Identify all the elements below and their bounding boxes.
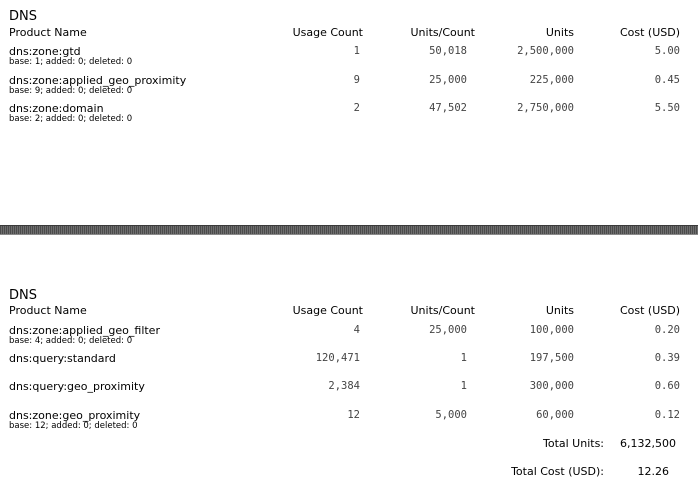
- header-product-name: Product Name: [9, 26, 87, 39]
- header-units-per-count: Units/Count: [410, 26, 475, 39]
- header-usage-count: Usage Count: [292, 304, 363, 317]
- header-product-name: Product Name: [9, 304, 87, 317]
- units: 2,500,000: [517, 45, 574, 57]
- page-break-divider: [0, 225, 698, 235]
- product-detail: base: 2; added: 0; deleted: 0: [9, 114, 133, 124]
- header-units-per-count: Units/Count: [410, 304, 475, 317]
- product-name: dns:query:standard: [9, 352, 116, 365]
- units-per-count: 25,000: [429, 324, 467, 336]
- total-units-label: Total Units:: [542, 437, 604, 450]
- table-row: [0, 409, 698, 435]
- header-units: Units: [545, 304, 574, 317]
- usage-count: 2,384: [328, 380, 360, 392]
- cost: 5.00: [654, 45, 680, 57]
- product-name: dns:zone:applied_geo_filter: [9, 324, 160, 337]
- product-detail: base: 1; added: 0; deleted: 0: [9, 57, 133, 67]
- total-cost-value: 12.26: [637, 465, 669, 478]
- table-row: [0, 324, 698, 350]
- product-name: dns:zone:gtd: [9, 45, 81, 58]
- product-name: dns:zone:applied_geo_proximity: [9, 74, 187, 87]
- units: 100,000: [529, 324, 574, 336]
- units-per-count: 1: [460, 352, 467, 364]
- cost: 0.60: [654, 380, 680, 392]
- units-per-count: 5,000: [435, 409, 467, 421]
- product-name: dns:query:geo_proximity: [9, 380, 145, 393]
- product-name: dns:zone:geo_proximity: [9, 409, 141, 422]
- product-detail: base: 4; added: 0; deleted: 0: [9, 336, 133, 346]
- usage-count: 9: [353, 74, 360, 86]
- units: 300,000: [529, 380, 574, 392]
- header-cost: Cost (USD): [619, 26, 680, 39]
- header-units: Units: [545, 26, 574, 39]
- product-detail: base: 9; added: 0; deleted: 0: [9, 86, 133, 96]
- section-title: DNS: [9, 288, 37, 303]
- cost: 0.39: [654, 352, 680, 364]
- table-row: [0, 380, 698, 406]
- usage-count: 4: [353, 324, 360, 336]
- units-per-count: 25,000: [429, 74, 467, 86]
- units-per-count: 47,502: [429, 102, 467, 114]
- cost: 0.45: [654, 74, 680, 86]
- cost: 0.12: [654, 409, 680, 421]
- total-cost-label: Total Cost (USD):: [511, 465, 604, 478]
- usage-count: 1: [353, 45, 360, 57]
- units: 197,500: [529, 352, 574, 364]
- section-title: DNS: [9, 9, 37, 24]
- units-per-count: 50,018: [429, 45, 467, 57]
- usage-count: 2: [353, 102, 360, 114]
- usage-count: 120,471: [315, 352, 360, 364]
- units: 60,000: [536, 409, 574, 421]
- product-detail: base: 12; added: 0; deleted: 0: [9, 421, 138, 431]
- header-cost: Cost (USD): [619, 304, 680, 317]
- units: 2,750,000: [517, 102, 574, 114]
- usage-count: 12: [347, 409, 360, 421]
- units: 225,000: [529, 74, 574, 86]
- product-name: dns:zone:domain: [9, 102, 104, 115]
- table-row: [0, 74, 698, 100]
- table-row: [0, 45, 698, 71]
- header-usage-count: Usage Count: [292, 26, 363, 39]
- total-units-value: 6,132,500: [620, 437, 676, 450]
- units-per-count: 1: [460, 380, 467, 392]
- cost: 0.20: [654, 324, 680, 336]
- table-row: [0, 102, 698, 128]
- table-row: [0, 352, 698, 378]
- cost: 5.50: [654, 102, 680, 114]
